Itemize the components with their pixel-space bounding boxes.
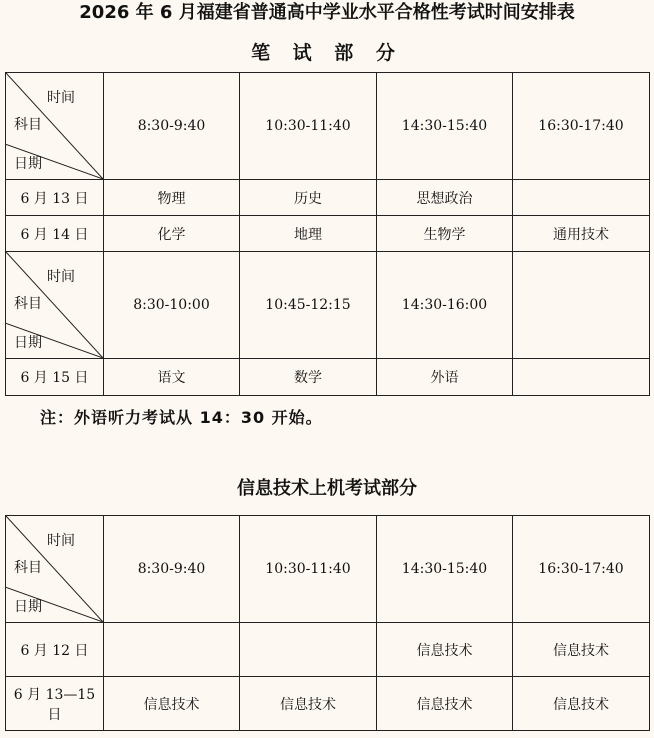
date-cell: 6 月 12 日 xyxy=(6,623,104,677)
subject-cell: 信息技术 xyxy=(513,677,650,731)
listening-test-note: 注：外语听力考试从 14：30 开始。 xyxy=(40,408,323,427)
time-slot-header: 10:30-11:40 xyxy=(240,73,377,180)
subject-cell xyxy=(513,359,650,396)
time-slot-header: 8:30-10:00 xyxy=(104,252,240,359)
corner-date-label: 日期 xyxy=(14,335,42,351)
corner-time-label: 时间 xyxy=(47,269,75,285)
subject-cell: 思想政治 xyxy=(377,180,513,216)
table-row xyxy=(6,359,650,396)
table-header-row xyxy=(6,73,650,180)
computer-exam-table xyxy=(5,515,650,731)
date-cell: 6 月 14 日 xyxy=(6,216,104,252)
table-header-row xyxy=(6,516,650,623)
subject-cell: 数学 xyxy=(240,359,377,396)
subject-cell: 物理 xyxy=(104,180,240,216)
document-title: 2026 年 6 月福建省普通高中学业水平合格性考试时间安排表 xyxy=(79,2,575,23)
corner-time-label: 时间 xyxy=(47,90,75,106)
computer-exam-heading: 信息技术上机考试部分 xyxy=(237,478,417,499)
time-slot-header xyxy=(513,252,650,359)
subject-cell xyxy=(513,180,650,216)
subject-cell: 信息技术 xyxy=(513,623,650,677)
table-header-row xyxy=(6,252,650,359)
time-slot-header: 8:30-9:40 xyxy=(104,516,240,623)
corner-date-label: 日期 xyxy=(14,156,42,172)
time-slot-header: 16:30-17:40 xyxy=(513,73,650,180)
corner-subject-label: 科目 xyxy=(14,295,42,312)
subject-cell: 信息技术 xyxy=(377,677,513,731)
subject-cell: 历史 xyxy=(240,180,377,216)
written-exam-heading: 笔 试 部 分 xyxy=(251,42,403,64)
time-slot-header: 16:30-17:40 xyxy=(513,516,650,623)
subject-cell xyxy=(240,623,377,677)
date-cell: 6 月 15 日 xyxy=(6,359,104,396)
subject-cell: 信息技术 xyxy=(377,623,513,677)
table-row xyxy=(6,623,650,677)
subject-cell: 外语 xyxy=(377,359,513,396)
corner-header-cell xyxy=(6,73,104,180)
time-slot-header: 14:30-15:40 xyxy=(377,516,513,623)
subject-cell: 信息技术 xyxy=(104,677,240,731)
date-cell: 6 月 13 日 xyxy=(6,180,104,216)
corner-date-label: 日期 xyxy=(14,599,42,615)
time-slot-header: 10:30-11:40 xyxy=(240,516,377,623)
subject-cell: 语文 xyxy=(104,359,240,396)
time-slot-header: 10:45-12:15 xyxy=(240,252,377,359)
corner-header-cell xyxy=(6,516,104,623)
subject-cell: 信息技术 xyxy=(240,677,377,731)
table-row xyxy=(6,216,650,252)
corner-subject-label: 科目 xyxy=(14,559,42,576)
subject-cell: 生物学 xyxy=(377,216,513,252)
time-slot-header: 14:30-16:00 xyxy=(377,252,513,359)
corner-subject-label: 科目 xyxy=(14,116,42,133)
table-row xyxy=(6,677,650,731)
time-slot-header: 8:30-9:40 xyxy=(104,73,240,180)
table-row xyxy=(6,180,650,216)
date-cell: 6 月 13—15 日 xyxy=(6,677,104,731)
corner-time-label: 时间 xyxy=(47,533,75,549)
written-exam-table xyxy=(5,72,650,396)
subject-cell: 地理 xyxy=(240,216,377,252)
corner-header-cell xyxy=(6,252,104,359)
subject-cell: 通用技术 xyxy=(513,216,650,252)
time-slot-header: 14:30-15:40 xyxy=(377,73,513,180)
subject-cell xyxy=(104,623,240,677)
subject-cell: 化学 xyxy=(104,216,240,252)
